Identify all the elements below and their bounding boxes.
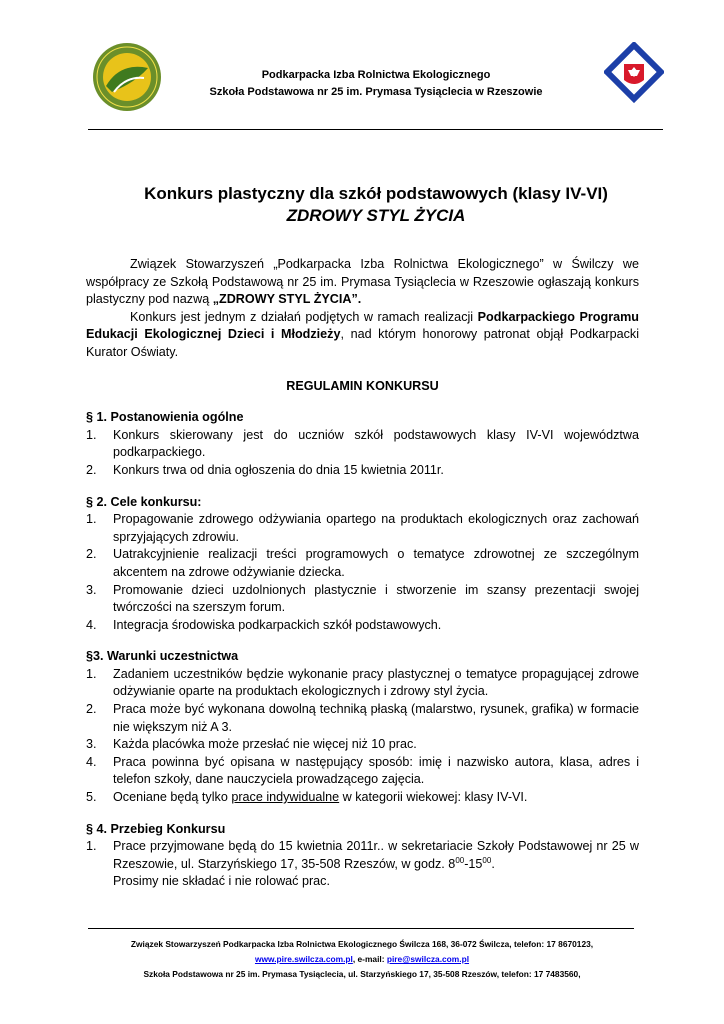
page-footer	[88, 937, 636, 982]
intro-p2-bold: Podkarpackiego Programu Edukacji Ekologicznej Dzieci i Młodzieży	[86, 309, 639, 342]
email-label: , e-mail:	[352, 954, 387, 964]
list-item-text: Zadaniem uczestników będzie wykonanie pracy plastycznej o tematyce propagującej zdrowe odżywianie oparte na produktach ekologicznych i zdrowy styl życia.	[113, 666, 639, 699]
list-item	[86, 582, 639, 617]
school-emblem-icon	[604, 42, 664, 104]
title-main: Konkurs plastyczny dla szkół podstawowych (klasy IV-VI)	[144, 184, 608, 203]
sentence-end: .	[491, 856, 495, 871]
list-item-text: Prace przyjmowane będą do 15 kwietnia 2011r.. w sekretariacie Szkoły Podstawowej nr 25 w Rzeszowie, ul. Starzyńskiego 17, 35-508 Rzeszów, w godz. 8	[113, 839, 639, 871]
list-item-text: Integracja środowiska podkarpackich szkół podstawowych.	[113, 617, 442, 632]
list-item-number: 3.	[86, 582, 97, 597]
title-sub: ZDROWY STYL ŻYCIA	[286, 206, 466, 225]
header-divider	[88, 129, 663, 130]
section-1-list	[86, 427, 639, 480]
section-3-heading: §3. Warunki uczestnictwa	[86, 649, 239, 664]
list-item-text: Praca może być wykonana dowolną techniką płaską (malarstwo, rysunek, grafika) w formacie nie większym niż A 3.	[113, 702, 639, 734]
section-4-heading: § 4. Przebieg Konkursu	[86, 821, 226, 836]
list-item	[86, 838, 639, 891]
footer-line-3: Szkoła Podstawowa nr 25 im. Prymasa Tysiąclecia, ul. Starzyńskiego 17, 35-508 Rzeszów, telefon: 17 7483560,	[143, 969, 581, 979]
section-4-list	[86, 838, 639, 891]
footer-divider	[88, 928, 634, 929]
intro-p1-bold: „ZDROWY STYL ŻYCIA”.	[212, 292, 362, 307]
section-3-list	[86, 666, 639, 807]
header-text	[178, 67, 574, 101]
header-school-line: Szkoła Podstawowa nr 25 im. Prymasa Tysiąclecia w Rzeszowie	[209, 86, 543, 98]
list-item-text: Każda placówka może przesłać nie więcej niż 10 prac.	[113, 737, 417, 752]
list-item-text: Promowanie dzieci uzdolnionych plastycznie i stworzenie im szansy prezentacji swojej twórczości na szerszym forum.	[113, 582, 639, 615]
page-header	[88, 38, 664, 112]
list-item-number: 2.	[86, 547, 97, 562]
list-item-number: 4.	[86, 754, 97, 769]
list-item-number: 2.	[86, 702, 97, 717]
list-item-number: 4.	[86, 617, 97, 632]
hour-superscript: 00	[482, 855, 492, 865]
document-title	[88, 183, 664, 227]
list-item	[86, 427, 639, 462]
list-item-number: 5.	[86, 790, 97, 805]
website-link[interactable]: www.pire.swilcza.com.pl	[254, 954, 353, 964]
list-item	[86, 754, 639, 789]
list-item-number: 3.	[86, 737, 97, 752]
list-item-number: 1.	[86, 839, 97, 854]
regulamin-heading: REGULAMIN KONKURSU	[286, 378, 439, 393]
list-item	[86, 617, 639, 635]
list-item-number: 1.	[86, 512, 97, 527]
footer-line-1: Związek Stowarzyszeń Podkarpacka Izba Rolnictwa Ekologicznego Świlcza 168, 36-072 Świlcza, telefon: 17 8670123,	[130, 939, 594, 949]
document-body	[86, 256, 639, 891]
email-link[interactable]: pire@swilcza.com.pl	[386, 954, 470, 964]
list-item-text: Uatrakcyjnienie realizacji treści programowych o tematyce zdrowotnej ze szczególnym akcentem na zdrowe odżywianie dziecka.	[113, 547, 639, 579]
section-2-heading: § 2. Cele konkursu:	[86, 494, 202, 509]
footer-line-2	[88, 952, 636, 967]
section-1-heading: § 1. Postanowienia ogólne	[86, 410, 244, 425]
list-item	[86, 546, 639, 581]
list-item-note: Prosimy nie składać i nie rolować prac.	[113, 874, 330, 889]
list-item	[86, 736, 639, 754]
list-item	[86, 511, 639, 546]
list-item-text: Konkurs skierowany jest do uczniów szkół podstawowych klasy IV-VI województwa podkarpackiego.	[113, 427, 639, 460]
section-2-list	[86, 511, 639, 634]
list-item-text: Konkurs trwa od dnia ogłoszenia do dnia 15 kwietnia 2011r.	[113, 462, 444, 477]
list-item	[86, 666, 639, 701]
ecological-chamber-logo-icon	[90, 42, 164, 112]
intro-paragraph-2	[86, 309, 639, 362]
list-item-text: Praca powinna być opisana w następujący sposób: imię i nazwisko autora, klasa, adres i telefon szkoły, dane nauczyciela prowadzącego zajęcia.	[113, 754, 639, 787]
list-item	[86, 789, 639, 807]
list-item-number: 1.	[86, 666, 97, 681]
list-item-number: 1.	[86, 427, 97, 442]
list-item-number: 2.	[86, 462, 97, 477]
header-org-line: Podkarpacka Izba Rolnictwa Ekologicznego	[261, 69, 491, 81]
list-item-text-end: w kategorii wiekowej: klasy IV-VI.	[339, 790, 528, 805]
list-item	[86, 462, 639, 480]
list-item-text: Propagowanie zdrowego odżywiania opartego na produktach ekologicznych oraz zachowań sprzyjających zdrowiu.	[113, 512, 639, 544]
intro-paragraph-1	[86, 256, 639, 309]
hour-range-text: -15	[464, 856, 483, 871]
intro-p1-text: Związek Stowarzyszeń „Podkarpacka Izba Rolnictwa Ekologicznego” w Świlczy we współpracy ze Szkołą Podstawową nr 25 im. Prymasa Tysiąclecia w Rzeszowie ogłaszają konkurs plastyczny pod nazwą	[86, 257, 639, 307]
hour-superscript: 00	[455, 855, 465, 865]
intro-p2-text: Konkurs jest jednym z działań podjętych w ramach realizacji	[130, 309, 478, 324]
intro-p2-text-end: , nad którym honorowy patronat objął Podkarpacki Kurator Oświaty.	[86, 327, 639, 359]
list-item-text: Oceniane będą tylko	[113, 790, 232, 805]
underlined-text: prace indywidualne	[231, 790, 340, 805]
list-item	[86, 701, 639, 736]
